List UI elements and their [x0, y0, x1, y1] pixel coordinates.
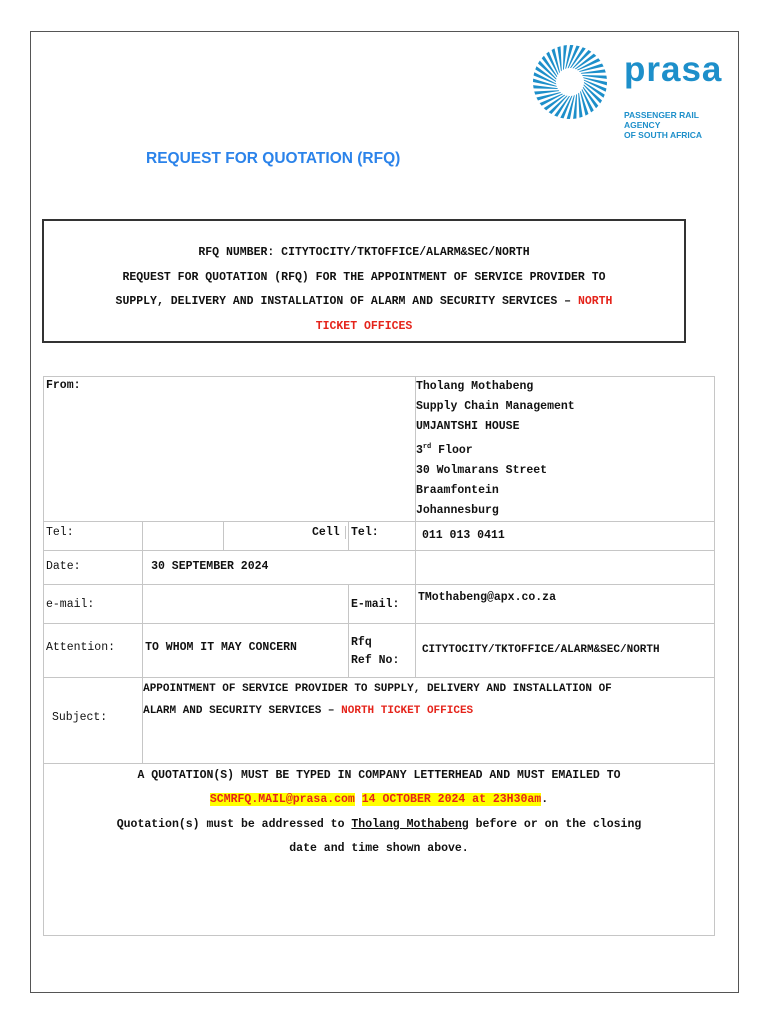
ref-value: CITYTOCITY/TKTOFFICE/ALARM&SEC/NORTH: [415, 623, 714, 677]
submission-deadline: 14 OCTOBER 2024 at 23H30am: [361, 793, 542, 807]
attention-label: Attention:: [44, 623, 143, 677]
subject-label: Subject:: [44, 677, 143, 763]
tel-label: Tel:: [44, 521, 143, 550]
from-cell: From:: [44, 377, 416, 522]
tel2-label: Tel:: [349, 521, 416, 550]
tel2-value: 011 013 0411: [415, 521, 714, 550]
rfq-form-table: [43, 376, 715, 936]
prasa-logo: [532, 38, 722, 138]
rfq-description-line: SUPPLY, DELIVERY AND INSTALLATION OF ALARM AND SECURITY SERVICES – NORTH: [115, 295, 613, 308]
rfq-header-box: [42, 219, 686, 343]
page-title: REQUEST FOR QUOTATION (RFQ): [146, 150, 401, 167]
rfq-description-line: REQUEST FOR QUOTATION (RFQ) FOR THE APPOINTMENT OF SERVICE PROVIDER TO: [122, 270, 606, 284]
logo-wordmark: prasa: [624, 50, 723, 89]
submission-email: SCMRFQ.MAIL@prasa.com: [209, 793, 355, 807]
email2-value: TMothabeng@apx.co.za: [415, 584, 714, 623]
email-value: [143, 584, 349, 623]
submission-notice: A QUOTATION(S) MUST BE TYPED IN COMPANY LETTERHEAD AND MUST EMAILED TO SCMRFQ.MAIL@prasa.com 14 OCTOBER 2024 at 23H30am. Quotation(s) must be addressed to Tholang Mothabeng before or on the closing date and time shown above.: [44, 763, 715, 935]
logo-subtitle: PASSENGER RAIL AGENCY OF SOUTH AFRICA: [624, 110, 703, 140]
rfq-number: RFQ NUMBER: CITYTOCITY/TKTOFFICE/ALARM&SEC/NORTH: [198, 246, 530, 259]
attention-value: TO WHOM IT MAY CONCERN: [143, 623, 349, 677]
rfq-description-line: TICKET OFFICES: [315, 319, 413, 333]
cell-cell: Cell: [224, 521, 349, 550]
date-value: 30 SEPTEMBER 2024: [143, 550, 416, 584]
date-label: Date:: [44, 550, 143, 584]
sunburst-icon: [532, 38, 616, 138]
from-address: Tholang Mothabeng Supply Chain Management UMJANTSHI HOUSE 3rd Floor 30 Wolmarans Street Braamfontein Johannesburg: [415, 377, 714, 522]
ref-label: Rfq Ref No:: [349, 623, 416, 677]
email-label: e-mail:: [44, 584, 143, 623]
subject-value: APPOINTMENT OF SERVICE PROVIDER TO SUPPLY, DELIVERY AND INSTALLATION OF ALARM AND SECURITY SERVICES – NORTH TICKET OFFICES: [143, 677, 715, 763]
email2-label: E-mail:: [349, 584, 416, 623]
tel-value: [143, 521, 224, 550]
